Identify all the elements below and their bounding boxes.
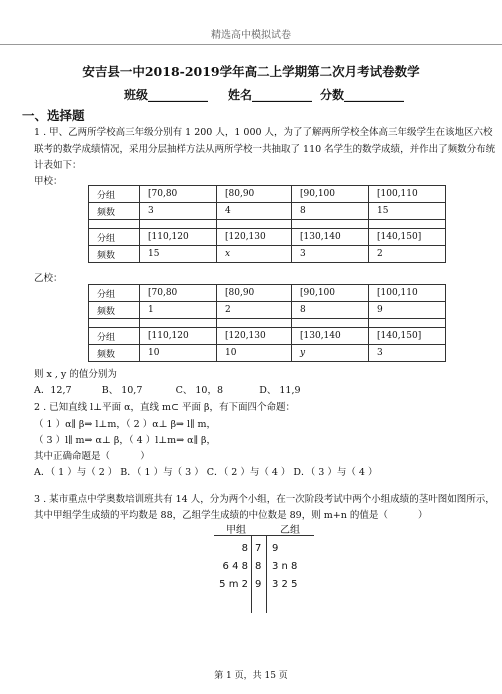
group-a-title: 甲组 (226, 525, 246, 536)
q1-line3: 计表如下： (34, 160, 82, 171)
school-a-label: 甲校： (34, 176, 63, 187)
divider (214, 535, 314, 536)
class-field-label: 班级__________ (124, 88, 209, 102)
stem-leaf-plot (214, 521, 324, 611)
table-school-b (88, 284, 446, 362)
table-row: 分组 [70,80 [80,90 [90,100 [100,110 (89, 186, 446, 203)
name-field-label: 姓名__________ (228, 88, 313, 102)
table-row: 分组 [110,120 [120,130 [130,140 [140,150] (89, 328, 446, 345)
group-b-title: 乙组 (280, 525, 300, 536)
page-header (0, 0, 502, 45)
school-b-label: 乙校： (34, 273, 63, 284)
q2-options: A．（ 1 ）与（ 2 ） B．（ 1 ）与（ 3 ） C．（ 2 ）与（ 4 ） D．（ 3 ）与（ 4 ） (34, 467, 378, 478)
q2-line2: （ 1 ）α∥ β⇒ l⊥m，（ 2 ）α⊥ β⇒ l∥ m， (34, 419, 216, 430)
stem-row: 6 4 8 8 3 n 8 (222, 561, 298, 572)
q2-line1: 2 . 已知直线 l⊥平面 α，直线 m⊂ 平面 β，有下面四个命题： (34, 402, 296, 413)
q3-line1: 3 . 某市重点中学奥数培训班共有 14 人，分为两个小组，在一次阶段考试中两个小组成绩的茎叶图如图所示， (34, 494, 495, 505)
stem-row: 8 7 9 (241, 543, 279, 554)
q1-ask: 则 x , y 的值分别为 (34, 369, 117, 380)
page-footer: 第 1 页，共 15 页 (214, 671, 288, 681)
table-school-a (88, 185, 446, 263)
exam-title: 安吉县一中2018-2019学年高二上学期第二次月考试卷数学 (82, 64, 420, 79)
q2-line4: 其中正确命题是（ ） (34, 451, 150, 462)
score-field-label: 分数__________ (320, 88, 405, 102)
table-row: 频数 1 2 8 9 (89, 302, 446, 319)
q1-options: A．12,7 B、 10,7 C、 10，8 D、 11,9 (34, 385, 301, 396)
table-row: 分组 [110,120 [120,130 [130,140 [140,150] (89, 229, 446, 246)
table-row: 频数 3 4 8 15 (89, 203, 446, 220)
table-row: 频数 10 10 y 3 (89, 345, 446, 362)
stem-row: 5 m 2 9 3 2 5 (219, 579, 298, 590)
section-heading: 一、选择题 (22, 108, 85, 123)
q1-line2: 联考的数学成绩情况，采用分层抽样方法从两所学校一共抽取了 110 名学生的数学成绩，并作出了频数分布统 (34, 144, 496, 155)
q2-line3: （ 3 ）l∥ m⇒ α⊥ β，（ 4 ）l⊥m⇒ α∥ β， (34, 435, 216, 446)
table-row: 频数 15 x 3 2 (89, 246, 446, 263)
header-text: 精选高中模拟试卷 (211, 30, 291, 41)
q3-line2: 其中甲组学生成绩的平均数是 88，乙组学生成绩的中位数是 89，则 m+n 的值是（ ） (34, 510, 428, 521)
q1-line1: 1 . 甲、乙两所学校高三年级分别有 1 200 人，1 000 人，为了了解两所学校全体高三年级学生在该地区六校 (34, 127, 493, 138)
table-row: 分组 [70,80 [80,90 [90,100 [100,110 (89, 285, 446, 302)
